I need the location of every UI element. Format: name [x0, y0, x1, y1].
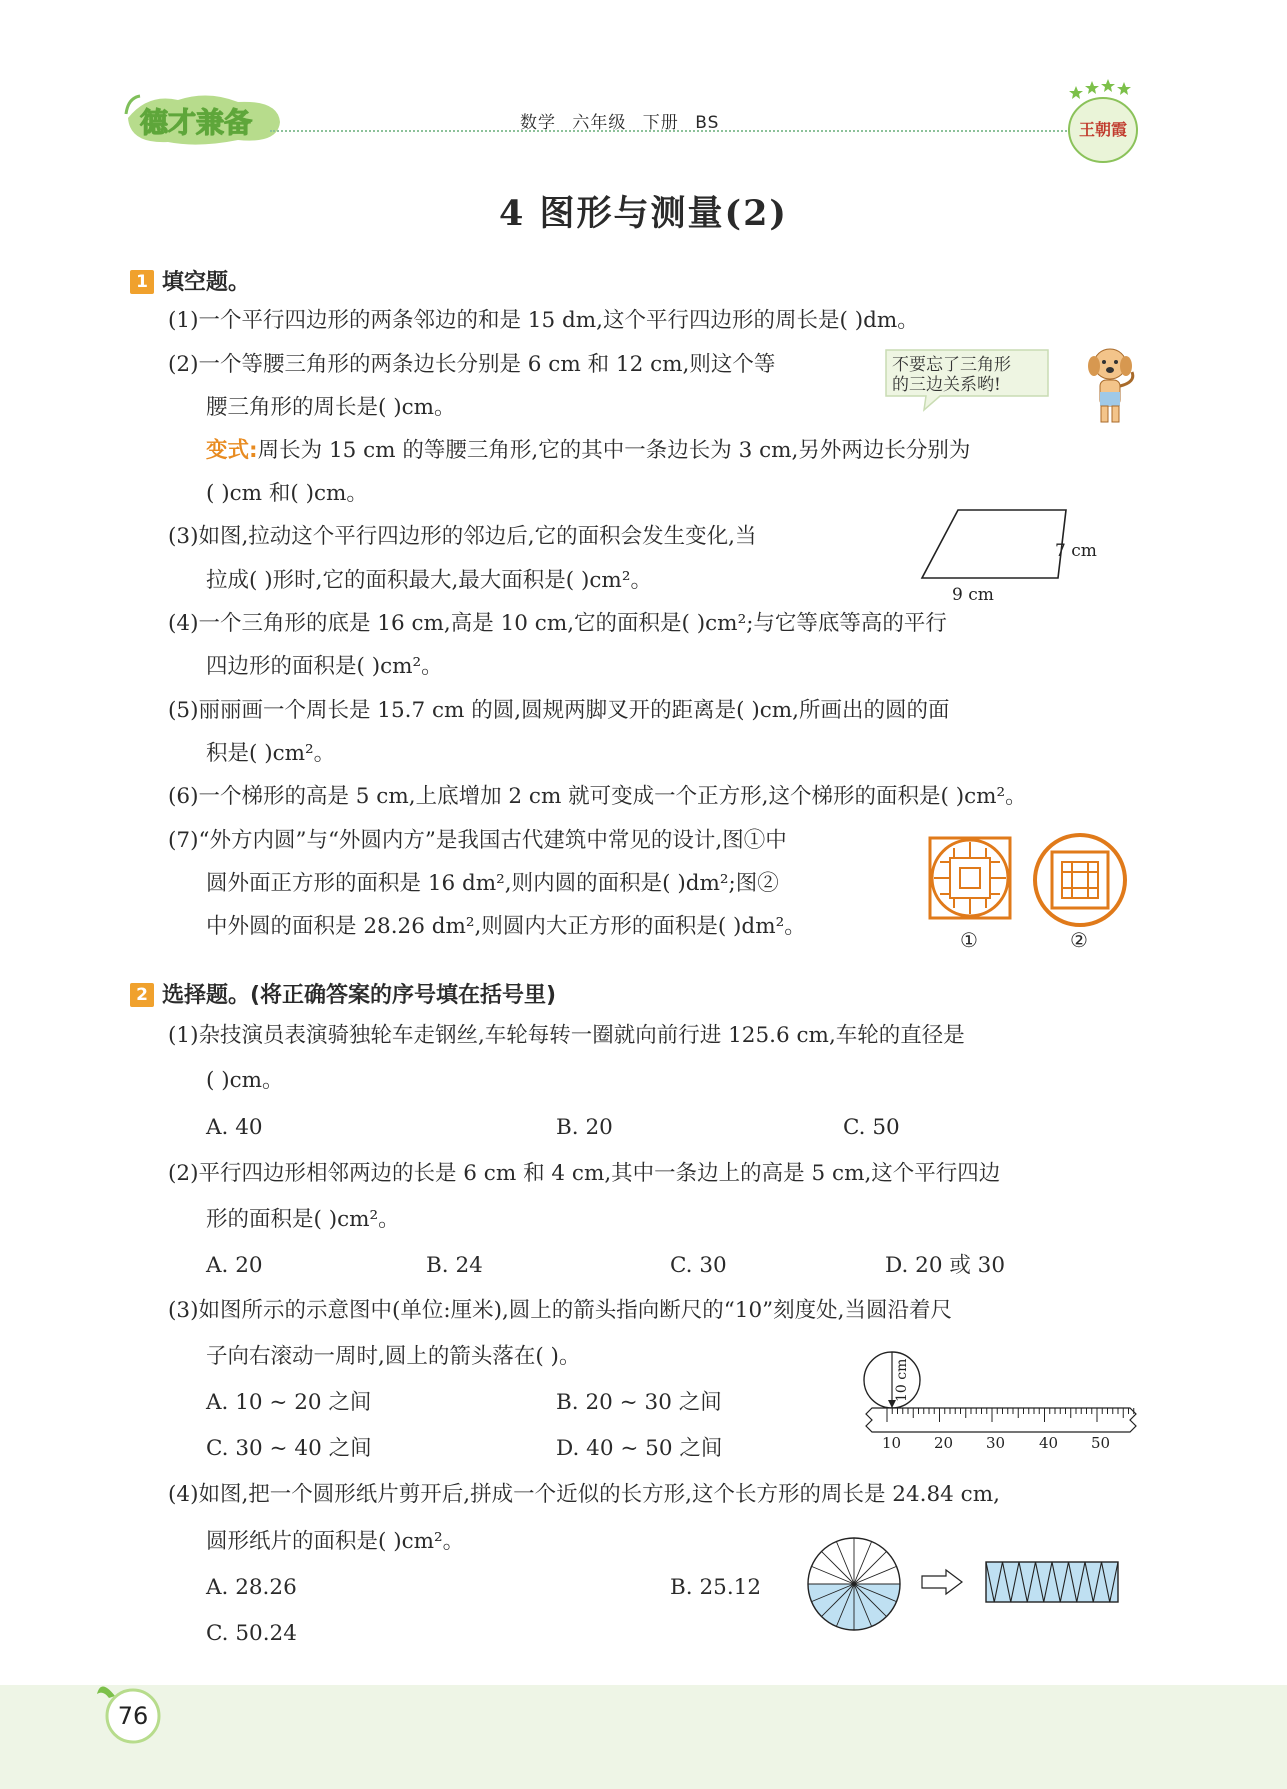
parallelogram-base-label: 9 cm	[952, 585, 994, 605]
parallelogram-shape	[922, 510, 1066, 578]
ruler-tick-20: 20	[934, 1434, 954, 1452]
figure-circle-square	[1032, 832, 1128, 928]
q2-3-option-a: A. 10 ~ 20 之间	[206, 1390, 372, 1415]
q1-3-line1: (3)如图,拉动这个平行四边形的邻边后,它的面积会发生变化,当	[168, 524, 757, 549]
circle-diameter-label: 10 cm	[894, 1358, 910, 1402]
q1-6: (6)一个梯形的高是 5 cm,上底增加 2 cm 就可变成一个正方形,这个梯形的面积是( )cm²。	[168, 784, 1027, 809]
page-number: 76	[117, 1702, 149, 1730]
circle-spoke	[854, 1551, 887, 1584]
q2-1-option-a: A. 40	[206, 1115, 263, 1140]
figure1-label: ①	[960, 928, 978, 952]
figure-square-circle	[928, 836, 1012, 920]
brand-text: 德才兼备	[140, 106, 253, 139]
bubble-line2: 的三边关系哟!	[892, 375, 1001, 395]
circle-to-rectangle-figure	[806, 1536, 1126, 1636]
q1-3-line2: 拉成( )形时,它的面积最大,最大面积是( )cm²。	[206, 568, 652, 593]
q2-4-option-c: C. 50.24	[206, 1621, 297, 1646]
ruler-tick-30: 30	[986, 1434, 1006, 1452]
parallelogram-figure	[910, 500, 1110, 610]
ruler-figure	[862, 1348, 1138, 1452]
logo-text: 王朝霞	[1078, 120, 1128, 139]
section2-title: 选择题。(将正确答案的序号填在括号里)	[162, 983, 557, 1008]
q2-1-option-b: B. 20	[556, 1115, 613, 1140]
q1-5-line1: (5)丽丽画一个周长是 15.7 cm 的圆,圆规两脚叉开的距离是( )cm,所画出的圆的面	[168, 698, 950, 723]
q2-2-option-c: C. 30	[670, 1253, 727, 1278]
q1-4-line2: 四边形的面积是( )cm²。	[206, 654, 443, 679]
hint-bubble	[880, 344, 1060, 414]
stars-icon	[1069, 79, 1131, 99]
q2-3-option-c: C. 30 ~ 40 之间	[206, 1436, 372, 1461]
q2-3-line1: (3)如图所示的示意图中(单位:厘米),圆上的箭头指向断尺的“10”刻度处,当圆沿着尺	[168, 1298, 952, 1323]
header-meta: 数学 六年级 下册 BS	[520, 113, 720, 133]
circle-spoke	[821, 1551, 854, 1584]
brand-logo	[118, 88, 288, 148]
footer-band	[0, 1685, 1287, 1789]
section1-number: 1	[130, 270, 154, 294]
q2-4-option-b: B. 25.12	[670, 1575, 762, 1600]
ruler-tick-50: 50	[1091, 1434, 1111, 1452]
q2-3-option-d: D. 40 ~ 50 之间	[556, 1436, 723, 1461]
q2-4-option-a: A. 28.26	[206, 1575, 297, 1600]
q2-2-line1: (2)平行四边形相邻两边的长是 6 cm 和 4 cm,其中一条边上的高是 5 cm,这个平行四边	[168, 1161, 1001, 1186]
page-title: 4 图形与测量(2)	[498, 193, 788, 234]
q2-2-option-d: D. 20 或 30	[885, 1253, 1006, 1278]
q1-bianshi-line2: ( )cm 和( )cm。	[206, 481, 368, 506]
section1-heading	[130, 265, 250, 296]
q2-1-line1: (1)杂技演员表演骑独轮车走钢丝,车轮每转一圈就向前行进 125.6 cm,车轮的直径是	[168, 1023, 965, 1048]
approx-rectangle	[986, 1562, 1118, 1602]
q2-4-line1: (4)如图,把一个圆形纸片剪开后,拼成一个近似的长方形,这个长方形的周长是 24.84 cm,	[168, 1482, 1000, 1507]
q1-5-line2: 积是( )cm²。	[206, 741, 336, 766]
figure2-label: ②	[1070, 928, 1088, 952]
bubble-line1: 不要忘了三角形	[892, 355, 1011, 375]
q2-4-line2: 圆形纸片的面积是( )cm²。	[206, 1529, 465, 1554]
page-number-badge	[95, 1676, 165, 1746]
q1-7-line1: (7)“外方内圆”与“外圆内方”是我国古代建筑中常见的设计,图①中	[168, 828, 787, 853]
q1-7-line2: 圆外面正方形的面积是 16 dm²,则内圆的面积是( )dm²;图②	[206, 871, 779, 896]
section2-number: 2	[130, 983, 154, 1007]
q1-2-line1: (2)一个等腰三角形的两条边长分别是 6 cm 和 12 cm,则这个等	[168, 352, 776, 377]
q2-3-option-b: B. 20 ~ 30 之间	[556, 1390, 722, 1415]
q2-2-line2: 形的面积是( )cm²。	[206, 1207, 400, 1232]
ruler-body	[866, 1408, 1136, 1432]
section1-title: 填空题。	[162, 270, 251, 295]
circle-spokes	[808, 1538, 900, 1630]
ruler-tick-40: 40	[1039, 1434, 1059, 1452]
q1-bianshi	[206, 436, 970, 466]
parallelogram-side-label: 7 cm	[1055, 541, 1097, 561]
right-arrow-icon	[922, 1570, 962, 1594]
q2-3-line2: 子向右滚动一周时,圆上的箭头落在( )。	[206, 1344, 581, 1369]
ruler-tick-10: 10	[882, 1434, 902, 1452]
q2-1-option-c: C. 50	[843, 1115, 900, 1140]
bianshi-text: 周长为 15 cm 的等腰三角形,它的其中一条边长为 3 cm,另外两边长分别为	[257, 438, 971, 463]
q2-1-line2: ( )cm。	[206, 1068, 284, 1093]
q1-7-line3: 中外圆的面积是 28.26 dm²,则圆内大正方形的面积是( )dm²。	[206, 914, 806, 939]
q1-2-line2: 腰三角形的周长是( )cm。	[206, 395, 456, 420]
publisher-logo	[1062, 78, 1144, 168]
section2-heading	[130, 978, 556, 1009]
bianshi-label: 变式:	[206, 438, 258, 463]
q2-2-option-b: B. 24	[426, 1253, 483, 1278]
q1-4-line1: (4)一个三角形的底是 16 cm,高是 10 cm,它的面积是( )cm²;与它等底等高的平行	[168, 611, 947, 636]
q1-1: (1)一个平行四边形的两条邻边的和是 15 dm,这个平行四边形的周长是( )dm。	[168, 308, 919, 333]
q2-2-option-a: A. 20	[206, 1253, 263, 1278]
cartoon-dog-icon	[1080, 342, 1140, 428]
